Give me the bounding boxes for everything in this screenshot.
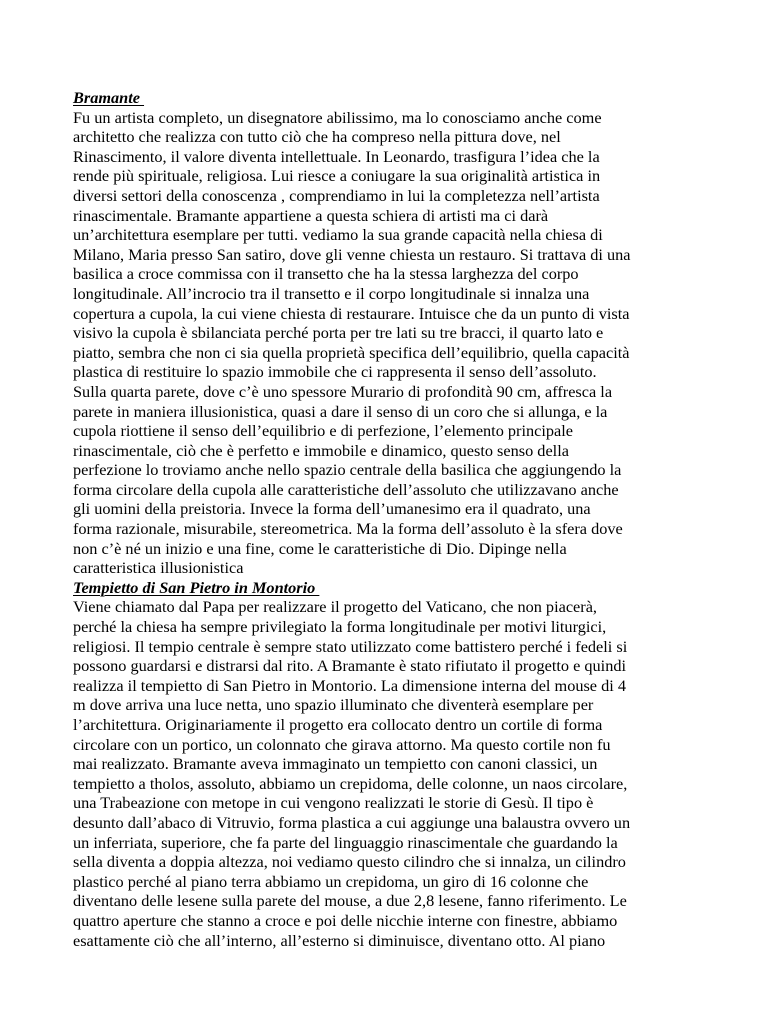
text-line: circolare con un portico, un colonnato che girava attorno. Ma questo cortile non fu <box>73 734 611 754</box>
text-line: piatto, sembra che non ci sia quella proprietà specifica dell’equilibrio, quella capacità <box>73 342 630 362</box>
text-line: copertura a cupola, la cui viene chiesta di restaurare. Intuisce che da un punto di vista <box>73 303 630 323</box>
text-line: longitudinale. All’incrocio tra il transetto e il corpo longitudinale si innalza una <box>73 283 590 303</box>
text-line: un’architettura esemplare per tutti. vediamo la sua grande capacità nella chiesa di <box>73 225 603 245</box>
text-line: plastica di restituire lo spazio immobile che ci rappresenta il senso dell’assoluto. <box>73 362 597 382</box>
text-line: architetto che realizza con tutto ciò che ha compreso nella pittura dove, nel <box>73 127 561 147</box>
section-body <box>73 108 697 578</box>
text-line: visivo la cupola è sbilanciata perché porta per tre lati su tre bracci, il quarto lato e <box>73 323 604 343</box>
text-line: Sulla quarta parete, dove c’è uno spessore Murario di profondità 90 cm, affresca la <box>73 381 613 401</box>
text-line: perfezione lo troviamo anche nello spazio centrale della basilica che aggiungendo la <box>73 460 622 480</box>
text-line: perché la chiesa ha sempre privilegiato la forma longitudinale per motivi liturgici, <box>73 617 607 637</box>
section-title: Bramante <box>73 88 145 107</box>
text-line: desunto dall’abaco di Vitruvio, forma plastica a cui aggiunge una balaustra ovvero un <box>73 812 631 832</box>
text-line: Viene chiamato dal Papa per realizzare il progetto del Vaticano, che non piacerà, <box>73 597 597 617</box>
text-line: un inferriata, superiore, che fa parte del linguaggio rinascimentale che guardando la <box>73 832 618 852</box>
text-line: gli uomini della preistoria. Invece la forma dell’umanesimo era il quadrato, una <box>73 499 591 519</box>
text-line: basilica a croce commissa con il transetto che ha la stessa larghezza del corpo <box>73 264 579 284</box>
text-line: diventano delle lesene sulla parete del mouse, a due 2,8 lesene, fanno riferimento. Le <box>73 891 627 911</box>
text-line: realizza il tempietto di San Pietro in Montorio. La dimensione interna del mouse di 4 <box>73 675 626 695</box>
text-line: non c’è né un inizio e una fine, come le caratteristiche di Dio. Dipinge nella <box>73 538 567 558</box>
text-line: mai realizzato. Bramante aveva immaginato un tempietto con canoni classici, un <box>73 754 598 774</box>
section-body <box>73 597 697 950</box>
text-line: possono guardarsi e distrarsi dal rito. A Bramante è stato rifiutato il progetto e quindi <box>73 656 626 676</box>
text-line: Milano, Maria presso San satiro, dove gli venne chiesta un restauro. Si trattava di una <box>73 244 631 264</box>
text-line: religiosi. Il tempio centrale è sempre stato utilizzato come battistero perché i fedeli si <box>73 636 628 656</box>
text-line: caratteristica illusionistica <box>73 558 244 578</box>
text-line: diversi settori della conoscenza , comprendiamo in lui la completezza nell’artista <box>73 185 600 205</box>
text-line: m dove arriva una luce netta, uno spazio illuminato che diventerà esemplare per <box>73 695 594 715</box>
text-line: sella diventa a doppia altezza, noi vediamo questo cilindro che si innalza, un cilindro <box>73 852 626 872</box>
text-line: parete in maniera illusionistica, quasi a dare il senso di un coro che si allunga, e la <box>73 401 608 421</box>
section-tempietto <box>73 578 697 950</box>
text-line: Fu un artista completo, un disegnatore abilissimo, ma lo conosciamo anche come <box>73 107 602 127</box>
text-line: rende più spirituale, religiosa. Lui riesce a coniugare la sua originalità artistica in <box>73 166 601 186</box>
text-line: tempietto a tholos, assoluto, abbiamo un crepidoma, delle colonne, un naos circolare, <box>73 773 628 793</box>
text-line: forma circolare della cupola alle caratteristiche dell’assoluto che utilizzavano anche <box>73 479 619 499</box>
text-line: rinascimentale, ciò che è perfetto e immobile e dinamico, questo senso della <box>73 440 569 460</box>
text-line: rinascimentale. Bramante appartiene a questa schiera di artisti ma ci darà <box>73 205 549 225</box>
document-page <box>73 88 697 950</box>
text-line: l’architettura. Originariamente il progetto era collocato dentro un cortile di forma <box>73 715 603 734</box>
text-line: una Trabeazione con metope in cui vengono realizzati le storie di Gesù. Il tipo è <box>73 793 594 813</box>
text-line: cupola riottiene il senso dell’equilibrio e di perfezione, l’elemento principale <box>73 421 574 441</box>
text-line: plastico perché al piano terra abbiamo un crepidoma, un giro di 16 colonne che <box>73 871 589 891</box>
section-title: Tempietto di San Pietro in Montorio <box>73 577 320 597</box>
text-line: Rinascimento, il valore diventa intellettuale. In Leonardo, trasfigura l’idea che la <box>73 146 600 166</box>
text-line: forma razionale, misurabile, stereometrica. Ma la forma dell’assoluto è la sfera dove <box>73 519 623 539</box>
section-bramante <box>73 88 697 578</box>
text-line: esattamente ciò che all’interno, all’esterno si diminuisce, diventano otto. Al piano <box>73 930 606 950</box>
text-line: quattro aperture che stanno a croce e poi delle nicchie interne con finestre, abbiamo <box>73 910 618 930</box>
